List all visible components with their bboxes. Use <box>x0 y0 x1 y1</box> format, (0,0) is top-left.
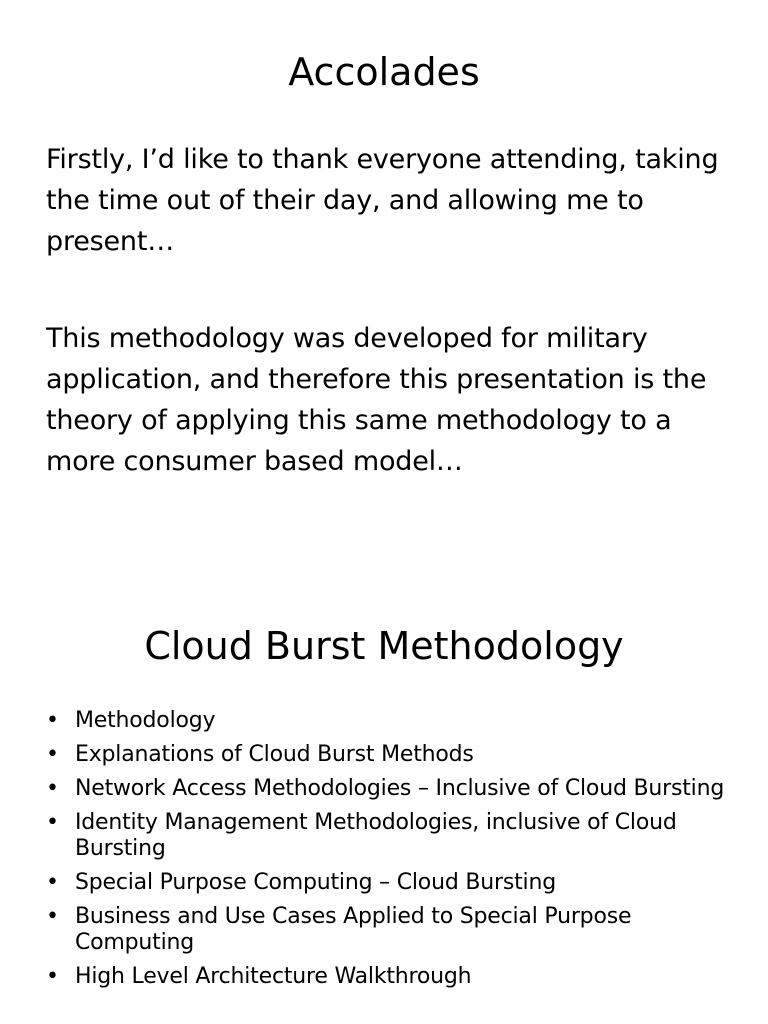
bullet-dot-icon: • <box>46 708 59 733</box>
bullet-list <box>46 708 726 998</box>
bullet-item: • Identity Management Methodologies, inclusive of Cloud Bursting <box>46 810 677 861</box>
slide-accolades <box>0 0 768 510</box>
bullet-item: • Network Access Methodologies – Inclusive of Cloud Bursting <box>46 776 725 801</box>
bullet-item: • Special Purpose Computing – Cloud Bursting <box>46 870 556 895</box>
slide-title: Accolades <box>288 50 480 94</box>
bullet-dot-icon: • <box>46 964 59 989</box>
bullet-dot-icon: • <box>46 810 59 835</box>
bullet-item: • Business and Use Cases Applied to Special Purpose Computing <box>46 904 632 955</box>
bullet-dot-icon: • <box>46 904 59 929</box>
bullet-dot-icon: • <box>46 776 59 801</box>
paragraph-methodology-origin: This methodology was developed for military application, and therefore this presentation is the theory of applying this same methodology to a more consumer based model… <box>46 323 707 477</box>
bullet-dot-icon: • <box>46 742 59 767</box>
paragraph-thanks: Firstly, I’d like to thank everyone attending, taking the time out of their day, and allowing me to present… <box>46 144 719 257</box>
bullet-item: • High Level Architecture Walkthrough <box>46 964 472 989</box>
slide-cloud-burst-methodology <box>0 580 768 1024</box>
slide-title: Cloud Burst Methodology <box>144 624 624 668</box>
bullet-item: • Methodology <box>46 708 216 733</box>
bullet-item: • Explanations of Cloud Burst Methods <box>46 742 474 767</box>
bullet-dot-icon: • <box>46 870 59 895</box>
